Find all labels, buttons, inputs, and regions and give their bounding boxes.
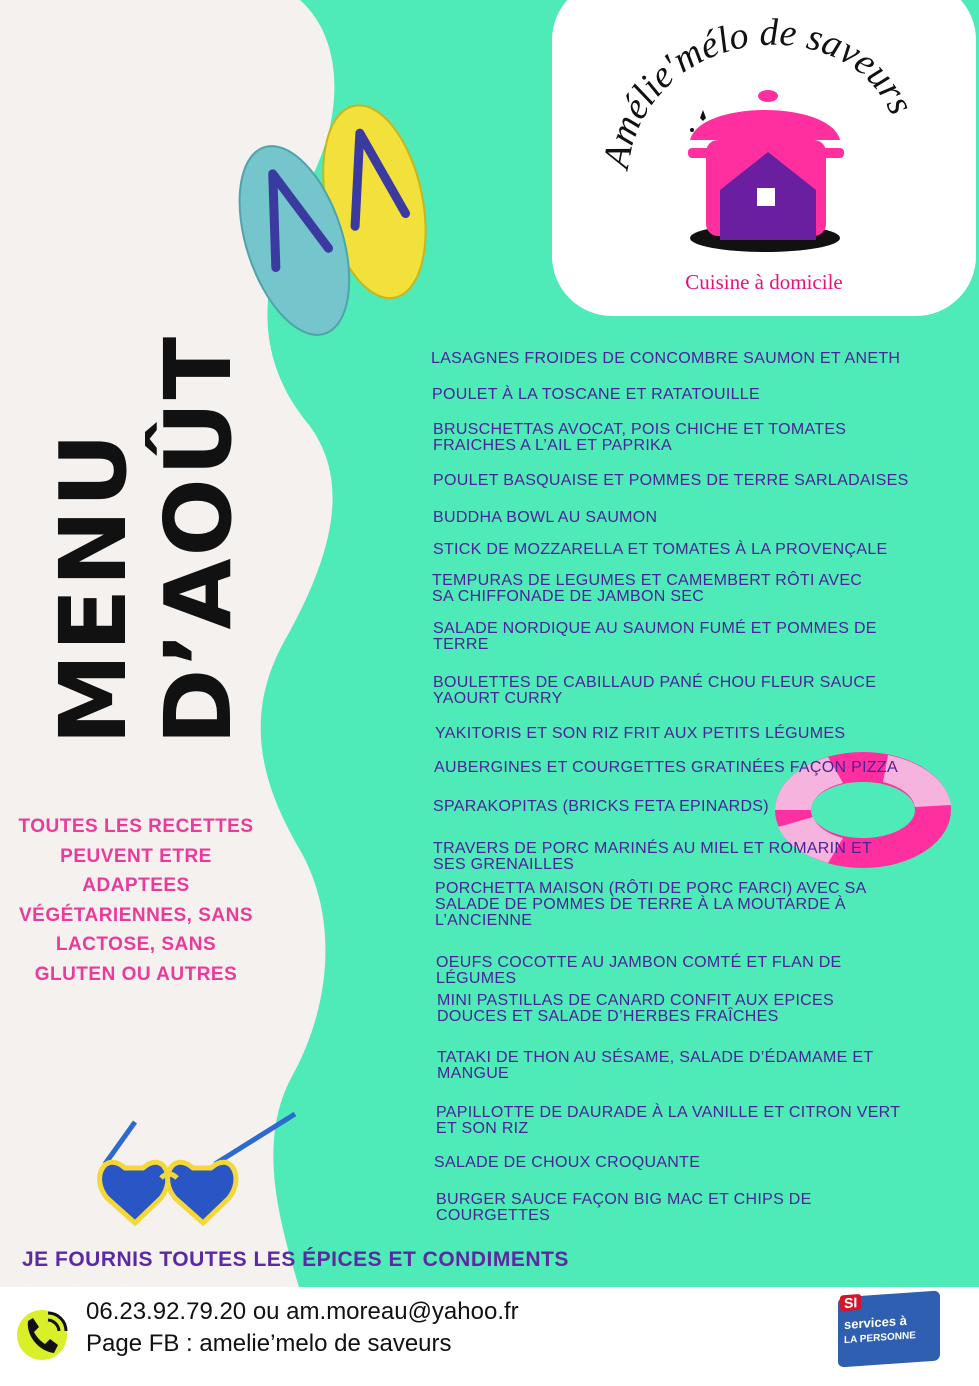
menu-item: TRAVERS DE PORC MARINÉS AU MIEL ET ROMARIN ET SES GRENAILLES (433, 840, 873, 873)
menu-item: POULET À LA TOSCANE ET RATATOUILLE (432, 386, 760, 403)
menu-item: TEMPURAS DE LEGUMES ET CAMEMBERT RÔTI AVEC SA CHIFFONADE DE JAMBON SEC (432, 572, 863, 605)
services-a-la-personne-logo: SI services à LA PERSONNE (838, 1290, 940, 1367)
menu-item: PAPILLOTTE DE DAURADE À LA VANILLE ET CITRON VERT ET SON RIZ (436, 1104, 901, 1137)
phone-icon (14, 1305, 72, 1365)
title-line-2: D’AOÛT (145, 334, 252, 745)
pot-lid (690, 110, 840, 140)
logo-tagline: Cuisine à domicile (685, 270, 843, 294)
adaptation-note: TOUTES LES RECETTES PEUVENT ETRE ADAPTEES VÉGÉTARIENNES, SANS LACTOSE, SANS GLUTEN OU AUTRES (18, 816, 254, 985)
menu-item: BUDDHA BOWL AU SAUMON (433, 509, 658, 526)
menu-item: BURGER SAUCE FAÇON BIG MAC ET CHIPS DE COURGETTES (436, 1191, 812, 1224)
menu-item: SALADE DE CHOUX CROQUANTE (434, 1154, 701, 1171)
menu-item: BOULETTES DE CABILLAUD PANÉ CHOU FLEUR SAUCE YAOURT CURRY (433, 674, 877, 707)
menu-item: TATAKI DE THON AU SÉSAME, SALADE D’ÉDAMAME ET MANGUE (437, 1049, 874, 1082)
spices-statement: JE FOURNIS TOUTES LES ÉPICES ET CONDIMENTS (22, 1248, 569, 1271)
menu-item: MINI PASTILLAS DE CANARD CONFIT AUX EPICES DOUCES ET SALADE D’HERBES FRAÎCHES (437, 992, 834, 1025)
menu-item: AUBERGINES ET COURGETTES GRATINÉES FAÇON PIZZA (434, 759, 898, 776)
menu-item: PORCHETTA MAISON (RÔTI DE PORC FARCI) AVEC SA SALADE DE POMMES DE TERRE À LA MOUTARDE À L’ANCIENNE (435, 880, 867, 929)
menu-item: STICK DE MOZZARELLA ET TOMATES À LA PROVENÇALE (433, 541, 888, 558)
menu-item: OEUFS COCOTTE AU JAMBON COMTÉ ET FLAN DE LÉGUMES (436, 954, 842, 987)
menu-item: SPARAKOPITAS (BRICKS FETA EPINARDS) (433, 798, 769, 815)
menu-item: BRUSCHETTAS AVOCAT, POIS CHICHE ET TOMATES FRAICHES A L’AIL ET PAPRIKA (433, 421, 847, 454)
menu-item: SALADE NORDIQUE AU SAUMON FUMÉ ET POMMES DE TERRE (433, 620, 877, 653)
title-line-1: MENU (40, 430, 147, 745)
menu-item: YAKITORIS ET SON RIZ FRIT AUX PETITS LÉGUMES (435, 725, 846, 742)
menu-item: POULET BASQUAISE ET POMMES DE TERRE SARLADAISES (433, 472, 909, 489)
menu-item: LASAGNES FROIDES DE CONCOMBRE SAUMON ET ANETH (431, 350, 901, 367)
brand-name: Amélie'mélo de saveurs (595, 11, 922, 172)
sunglasses-icon (95, 1108, 300, 1230)
contact-facebook: Page FB : amelie’melo de saveurs (86, 1330, 452, 1357)
contact-phone-email: 06.23.92.79.20 ou am.moreau@yahoo.fr (86, 1298, 519, 1325)
